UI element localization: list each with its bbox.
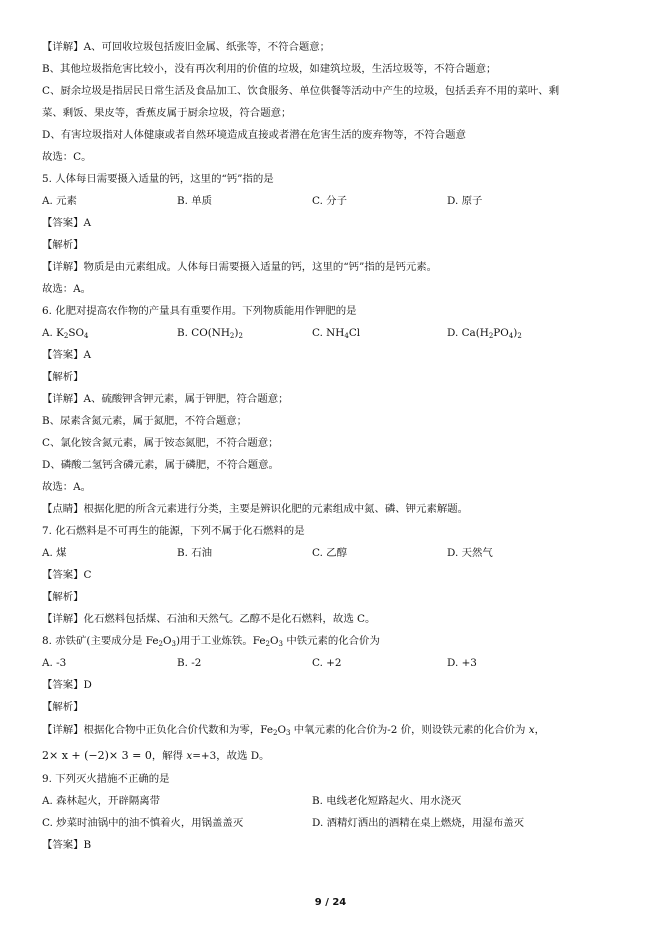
q6-detail-a: 【详解】A、硫酸钾含钾元素，属于钾肥，符合题意； [42,393,289,405]
q7-option-b: B. 石油 [177,547,213,559]
q4-conclusion: 故选：C。 [42,151,92,163]
q7-answer: 【答案】C [42,569,92,581]
q6-option-a: A. $K_2SO_4$ [42,327,89,340]
q6-answer: 【答案】A [42,349,92,361]
q5-answer: 【答案】A [42,217,92,229]
q7-detail: 【详解】化石燃料包括煤、石油和天然气。乙醇不是化石燃料，故选 C。 [42,613,376,625]
q6-option-c: C. $NH_4Cl$ [312,327,361,340]
q5-stem: 5. 人体每日需要摄入适量的钙，这里的“钙”指的是 [42,173,274,185]
q8-stem: 8. 赤铁矿(主要成分是 $Fe_2O_3$)用于工业炼铁。$Fe_2O_3$ 中铁元素的化合价为 [42,635,380,648]
q4-detail-d: D、有害垃圾指对人体健康或者自然环境造成直接或者潜在危害生活的废弃物等，不符合题意 [42,129,466,141]
q8-option-c: C. +2 [312,657,342,669]
q5-options [42,190,632,212]
q7-option-d: D. 天然气 [447,547,493,559]
q9-answer: 【答案】B [42,839,92,851]
q8-option-d: D. +3 [447,657,477,669]
q4-detail-c2: 菜、剩饭、果皮等，香蕉皮属于厨余垃圾，符合题意； [42,107,292,119]
q8-options [42,652,632,674]
q9-option-b: B. 电线老化短路起火、用水浇灭 [312,795,462,807]
q5-option-a: A. 元素 [42,195,77,207]
q6-stem: 6. 化肥对提高农作物的产量具有重要作用。下列物质能用作钾肥的是 [42,305,357,317]
q8-answer: 【答案】D [42,679,92,691]
q9-options-row-1 [42,790,632,812]
document-body [42,36,632,856]
q8-equation: 2× x + (−2)× 3 = 0 [42,749,152,762]
q7-analysis-label: 【解析】 [42,591,84,603]
q7-option-a: A. 煤 [42,547,67,559]
q4-detail-a: 【详解】A、可回收垃圾包括废旧金属、纸张等，不符合题意； [42,41,331,53]
q6-detail-c: C、氯化铵含氮元素，属于铵态氮肥，不符合题意； [42,437,279,449]
q5-analysis-label: 【解析】 [42,239,84,251]
q6-comment: 【点睛】根据化肥的所含元素进行分类，主要是辨识化肥的元素组成中氮、磷、钾元素解题。 [42,503,469,515]
q6-option-d: D. $Ca(H_2PO_4)_2$ [447,327,522,340]
q9-stem: 9. 下列灭火措施不正确的是 [42,773,170,785]
q5-detail: 【详解】物质是由元素组成。人体每日需要摄入适量的钙，这里的“钙”指的是钙元素。 [42,261,438,273]
q6-detail-b: B、尿素含氮元素，属于氮肥，不符合题意； [42,415,248,427]
q6-option-b: B. $CO(NH_2)_2$ [177,327,243,340]
q4-detail-c1: C、厨余垃圾是指居民日常生活及食品加工、饮食服务、单位供餐等活动中产生的垃圾，包括丢弃不用的菜叶、剩 [42,85,560,97]
q9-options-row-2 [42,812,632,834]
page-number: 9 / 24 [314,897,347,908]
q8-analysis-label: 【解析】 [42,701,84,713]
q5-option-c: C. 分子 [312,195,347,207]
q8-detail: 【详解】根据化合物中正负化合价代数和为零，$Fe_2O_3$ 中氧元素的化合价为-2 价，则设铁元素的化合价为 x， [42,724,545,737]
q5-option-d: D. 原子 [447,195,483,207]
q8-equation-line: 2× x + (−2)× 3 = 0，解得 x=+3，故选 D。 [42,749,270,762]
q9-option-c: C. 炒菜时油锅中的油不慎着火，用锅盖盖灭 [42,817,244,829]
q8-option-a: A. -3 [42,657,67,669]
q9-option-a: A. 森林起火，开辟隔离带 [42,795,161,807]
q7-stem: 7. 化石燃料是不可再生的能源，下列不属于化石燃料的是 [42,525,305,537]
q5-conclusion: 故选：A。 [42,283,92,295]
q6-options [42,322,632,344]
q7-options [42,542,632,564]
q4-detail-b: B、其他垃圾指危害比较小，没有再次利用的价值的垃圾，如建筑垃圾，生活垃圾等，不符合题意； [42,63,497,75]
q5-option-b: B. 单质 [177,195,213,207]
q9-option-d: D. 酒精灯洒出的酒精在桌上燃烧，用湿布盖灭 [312,817,524,829]
q8-option-b: B. -2 [177,657,202,669]
q6-detail-d: D、磷酸二氢钙含磷元素，属于磷肥，不符合题意。 [42,459,279,471]
q6-analysis-label: 【解析】 [42,371,84,383]
q7-option-c: C. 乙醇 [312,547,347,559]
q6-conclusion: 故选：A。 [42,481,92,493]
